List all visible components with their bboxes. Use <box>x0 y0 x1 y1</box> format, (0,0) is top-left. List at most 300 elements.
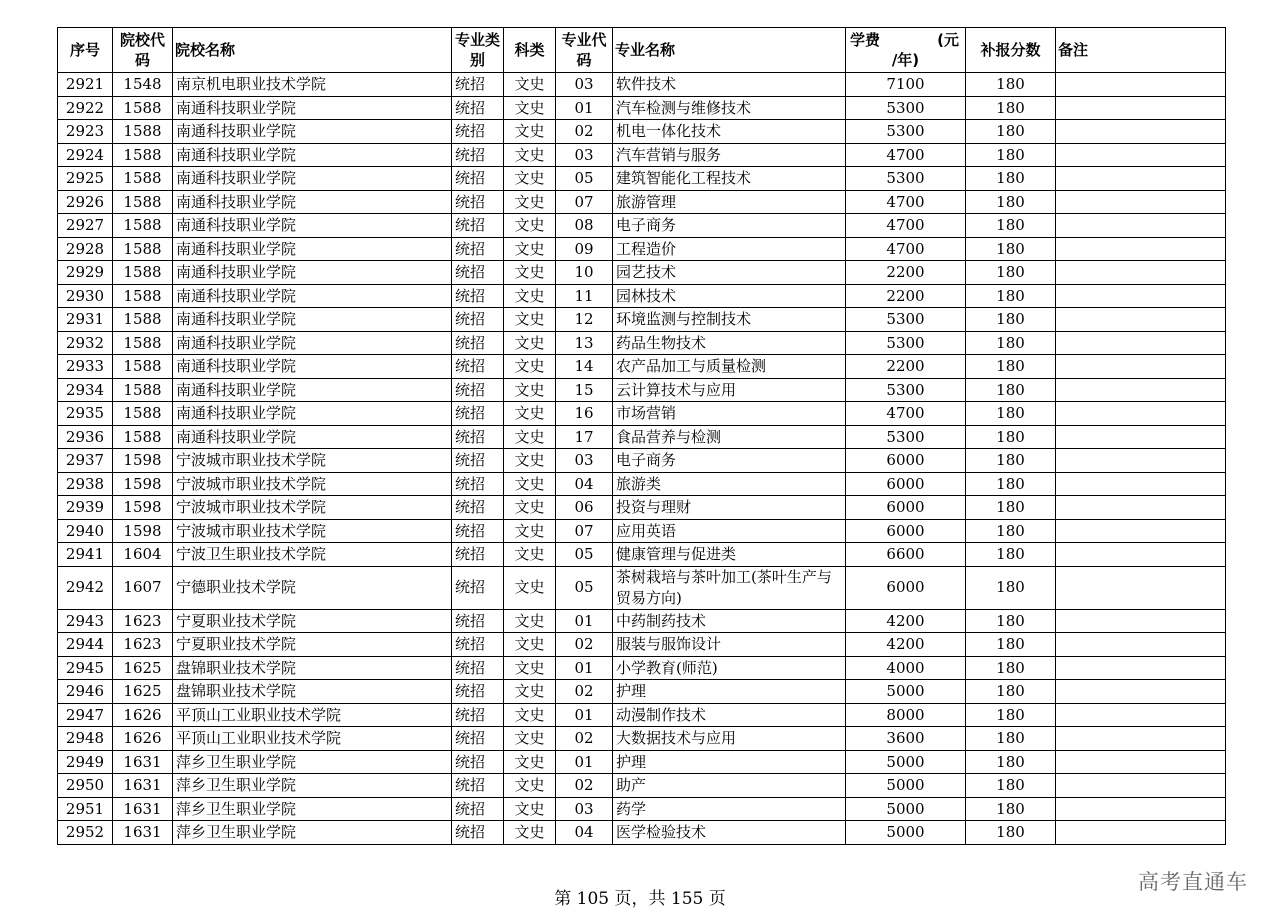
cell-school-name: 南通科技职业学院 <box>173 308 452 332</box>
cell-major-code: 06 <box>556 496 613 520</box>
cell-school-code: 1588 <box>113 237 173 261</box>
cell-major-code: 04 <box>556 472 613 496</box>
cell-major-type: 统招 <box>452 496 504 520</box>
header-major-type: 专业类别 <box>452 28 504 73</box>
cell-school-code: 1607 <box>113 566 173 609</box>
cell-school-name: 宁夏职业技术学院 <box>173 633 452 657</box>
cell-seq: 2946 <box>58 680 113 704</box>
table-row <box>58 774 1226 798</box>
cell-school-name: 宁波城市职业技术学院 <box>173 449 452 473</box>
cell-note <box>1056 566 1226 609</box>
cell-subject: 文史 <box>504 750 556 774</box>
table-row <box>58 703 1226 727</box>
cell-seq: 2927 <box>58 214 113 238</box>
header-major-name: 专业名称 <box>613 28 846 73</box>
cell-school-name: 南京机电职业技术学院 <box>173 73 452 97</box>
cell-fee: 4200 <box>846 609 966 633</box>
table-row <box>58 308 1226 332</box>
cell-major-type: 统招 <box>452 519 504 543</box>
cell-fee: 4200 <box>846 633 966 657</box>
cell-subject: 文史 <box>504 425 556 449</box>
cell-fee: 5300 <box>846 308 966 332</box>
cell-major-type: 统招 <box>452 355 504 379</box>
cell-subject: 文史 <box>504 543 556 567</box>
cell-subject: 文史 <box>504 496 556 520</box>
cell-major-type: 统招 <box>452 543 504 567</box>
cell-major-code: 02 <box>556 120 613 144</box>
cell-school-name: 宁波卫生职业技术学院 <box>173 543 452 567</box>
cell-note <box>1056 96 1226 120</box>
cell-seq: 2944 <box>58 633 113 657</box>
cell-major-type: 统招 <box>452 750 504 774</box>
cell-note <box>1056 774 1226 798</box>
cell-school-code: 1588 <box>113 190 173 214</box>
cell-seq: 2937 <box>58 449 113 473</box>
cell-school-name: 南通科技职业学院 <box>173 261 452 285</box>
cell-subject: 文史 <box>504 120 556 144</box>
header-score: 补报分数 <box>966 28 1056 73</box>
cell-subject: 文史 <box>504 355 556 379</box>
cell-note <box>1056 378 1226 402</box>
cell-score: 180 <box>966 656 1056 680</box>
cell-subject: 文史 <box>504 566 556 609</box>
table-row <box>58 566 1226 609</box>
cell-school-name: 南通科技职业学院 <box>173 96 452 120</box>
table-row <box>58 633 1226 657</box>
cell-major-type: 统招 <box>452 425 504 449</box>
table-row <box>58 73 1226 97</box>
cell-major-type: 统招 <box>452 472 504 496</box>
cell-major-code: 05 <box>556 167 613 191</box>
cell-school-code: 1623 <box>113 633 173 657</box>
cell-score: 180 <box>966 680 1056 704</box>
cell-note <box>1056 402 1226 426</box>
cell-major-type: 统招 <box>452 190 504 214</box>
table-row <box>58 449 1226 473</box>
cell-major-name: 汽车检测与维修技术 <box>613 96 846 120</box>
table-row <box>58 96 1226 120</box>
cell-seq: 2929 <box>58 261 113 285</box>
cell-school-code: 1623 <box>113 609 173 633</box>
cell-school-code: 1548 <box>113 73 173 97</box>
admission-table <box>57 27 1226 845</box>
cell-score: 180 <box>966 750 1056 774</box>
cell-major-name: 健康管理与促进类 <box>613 543 846 567</box>
header-fee-label: 学费 <box>850 31 881 49</box>
cell-score: 180 <box>966 727 1056 751</box>
cell-major-code: 01 <box>556 96 613 120</box>
table-row <box>58 750 1226 774</box>
cell-major-code: 07 <box>556 190 613 214</box>
cell-score: 180 <box>966 609 1056 633</box>
cell-note <box>1056 355 1226 379</box>
cell-seq: 2938 <box>58 472 113 496</box>
cell-score: 180 <box>966 402 1056 426</box>
cell-school-name: 南通科技职业学院 <box>173 284 452 308</box>
cell-school-name: 宁波城市职业技术学院 <box>173 496 452 520</box>
cell-major-name: 护理 <box>613 680 846 704</box>
cell-seq: 2924 <box>58 143 113 167</box>
cell-note <box>1056 750 1226 774</box>
cell-fee: 8000 <box>846 703 966 727</box>
cell-score: 180 <box>966 214 1056 238</box>
cell-seq: 2928 <box>58 237 113 261</box>
cell-school-name: 平顶山工业职业技术学院 <box>173 727 452 751</box>
cell-major-code: 15 <box>556 378 613 402</box>
cell-school-code: 1588 <box>113 378 173 402</box>
cell-school-name: 宁波城市职业技术学院 <box>173 519 452 543</box>
table-row <box>58 609 1226 633</box>
cell-major-code: 07 <box>556 519 613 543</box>
cell-major-type: 统招 <box>452 402 504 426</box>
cell-school-code: 1631 <box>113 750 173 774</box>
table-row <box>58 425 1226 449</box>
cell-subject: 文史 <box>504 378 556 402</box>
table-row <box>58 821 1226 845</box>
cell-subject: 文史 <box>504 472 556 496</box>
cell-subject: 文史 <box>504 609 556 633</box>
cell-seq: 2940 <box>58 519 113 543</box>
cell-score: 180 <box>966 167 1056 191</box>
cell-major-type: 统招 <box>452 284 504 308</box>
cell-seq: 2952 <box>58 821 113 845</box>
cell-school-name: 萍乡卫生职业学院 <box>173 821 452 845</box>
cell-fee: 6000 <box>846 519 966 543</box>
cell-major-type: 统招 <box>452 566 504 609</box>
cell-school-code: 1598 <box>113 449 173 473</box>
cell-note <box>1056 237 1226 261</box>
cell-subject: 文史 <box>504 167 556 191</box>
cell-major-code: 02 <box>556 633 613 657</box>
cell-school-code: 1588 <box>113 355 173 379</box>
table-row <box>58 355 1226 379</box>
cell-fee: 6600 <box>846 543 966 567</box>
cell-major-type: 统招 <box>452 308 504 332</box>
cell-school-name: 南通科技职业学院 <box>173 355 452 379</box>
cell-school-name: 南通科技职业学院 <box>173 378 452 402</box>
cell-major-name: 环境监测与控制技术 <box>613 308 846 332</box>
cell-note <box>1056 331 1226 355</box>
cell-subject: 文史 <box>504 96 556 120</box>
cell-major-name: 助产 <box>613 774 846 798</box>
cell-major-name: 旅游管理 <box>613 190 846 214</box>
cell-subject: 文史 <box>504 214 556 238</box>
table-body <box>58 73 1226 845</box>
cell-score: 180 <box>966 237 1056 261</box>
cell-major-code: 14 <box>556 355 613 379</box>
cell-seq: 2932 <box>58 331 113 355</box>
cell-subject: 文史 <box>504 331 556 355</box>
cell-major-type: 统招 <box>452 120 504 144</box>
cell-subject: 文史 <box>504 703 556 727</box>
cell-school-code: 1598 <box>113 496 173 520</box>
cell-school-name: 南通科技职业学院 <box>173 143 452 167</box>
cell-score: 180 <box>966 96 1056 120</box>
header-subject: 科类 <box>504 28 556 73</box>
cell-subject: 文史 <box>504 821 556 845</box>
cell-major-code: 02 <box>556 727 613 751</box>
cell-school-code: 1588 <box>113 143 173 167</box>
cell-fee: 5300 <box>846 120 966 144</box>
cell-fee: 4700 <box>846 190 966 214</box>
header-fee <box>846 28 966 73</box>
cell-seq: 2922 <box>58 96 113 120</box>
cell-major-type: 统招 <box>452 449 504 473</box>
cell-major-code: 05 <box>556 566 613 609</box>
cell-major-code: 02 <box>556 680 613 704</box>
cell-score: 180 <box>966 496 1056 520</box>
cell-school-code: 1625 <box>113 656 173 680</box>
cell-score: 180 <box>966 472 1056 496</box>
cell-score: 180 <box>966 633 1056 657</box>
cell-fee: 5000 <box>846 821 966 845</box>
header-fee-unit-open: (元 <box>937 31 959 49</box>
cell-note <box>1056 449 1226 473</box>
table-row <box>58 167 1226 191</box>
page-number: 第 105 页，共 155 页 <box>554 889 726 909</box>
watermark-logo: 高考直通车 <box>1138 870 1248 894</box>
cell-major-name: 中药制药技术 <box>613 609 846 633</box>
cell-school-name: 萍乡卫生职业学院 <box>173 797 452 821</box>
cell-subject: 文史 <box>504 73 556 97</box>
cell-subject: 文史 <box>504 261 556 285</box>
cell-seq: 2943 <box>58 609 113 633</box>
cell-major-name: 药学 <box>613 797 846 821</box>
cell-seq: 2951 <box>58 797 113 821</box>
cell-major-code: 17 <box>556 425 613 449</box>
cell-major-name: 护理 <box>613 750 846 774</box>
cell-major-code: 01 <box>556 750 613 774</box>
cell-major-code: 01 <box>556 703 613 727</box>
cell-subject: 文史 <box>504 190 556 214</box>
cell-fee: 3600 <box>846 727 966 751</box>
cell-note <box>1056 190 1226 214</box>
cell-seq: 2934 <box>58 378 113 402</box>
cell-subject: 文史 <box>504 633 556 657</box>
cell-school-code: 1588 <box>113 167 173 191</box>
header-major-code: 专业代码 <box>556 28 613 73</box>
cell-school-code: 1588 <box>113 261 173 285</box>
cell-major-name: 医学检验技术 <box>613 821 846 845</box>
cell-note <box>1056 609 1226 633</box>
cell-score: 180 <box>966 331 1056 355</box>
cell-fee: 5000 <box>846 680 966 704</box>
cell-school-name: 南通科技职业学院 <box>173 120 452 144</box>
cell-school-name: 宁夏职业技术学院 <box>173 609 452 633</box>
cell-fee: 6000 <box>846 496 966 520</box>
table-row <box>58 472 1226 496</box>
cell-school-code: 1604 <box>113 543 173 567</box>
cell-major-name: 电子商务 <box>613 449 846 473</box>
cell-major-code: 01 <box>556 656 613 680</box>
cell-school-code: 1588 <box>113 120 173 144</box>
cell-fee: 4700 <box>846 237 966 261</box>
cell-note <box>1056 543 1226 567</box>
cell-major-name: 工程造价 <box>613 237 846 261</box>
cell-major-code: 11 <box>556 284 613 308</box>
cell-subject: 文史 <box>504 449 556 473</box>
cell-score: 180 <box>966 797 1056 821</box>
cell-major-name: 建筑智能化工程技术 <box>613 167 846 191</box>
cell-school-name: 宁德职业技术学院 <box>173 566 452 609</box>
cell-subject: 文史 <box>504 402 556 426</box>
cell-fee: 7100 <box>846 73 966 97</box>
cell-major-code: 04 <box>556 821 613 845</box>
cell-note <box>1056 214 1226 238</box>
cell-school-name: 南通科技职业学院 <box>173 190 452 214</box>
cell-major-type: 统招 <box>452 633 504 657</box>
cell-major-type: 统招 <box>452 821 504 845</box>
cell-score: 180 <box>966 821 1056 845</box>
cell-score: 180 <box>966 120 1056 144</box>
table-row <box>58 261 1226 285</box>
cell-major-name: 小学教育(师范) <box>613 656 846 680</box>
cell-score: 180 <box>966 73 1056 97</box>
cell-major-code: 03 <box>556 73 613 97</box>
cell-major-name: 动漫制作技术 <box>613 703 846 727</box>
cell-fee: 4700 <box>846 214 966 238</box>
cell-major-name: 茶树栽培与茶叶加工(茶叶生产与贸易方向) <box>613 566 846 609</box>
table-row <box>58 680 1226 704</box>
cell-fee: 5000 <box>846 750 966 774</box>
cell-seq: 2921 <box>58 73 113 97</box>
cell-major-type: 统招 <box>452 167 504 191</box>
table-row <box>58 378 1226 402</box>
cell-fee: 4000 <box>846 656 966 680</box>
cell-seq: 2935 <box>58 402 113 426</box>
cell-major-code: 02 <box>556 774 613 798</box>
cell-major-code: 10 <box>556 261 613 285</box>
cell-seq: 2941 <box>58 543 113 567</box>
cell-score: 180 <box>966 143 1056 167</box>
table-row <box>58 214 1226 238</box>
cell-school-name: 南通科技职业学院 <box>173 167 452 191</box>
cell-note <box>1056 73 1226 97</box>
cell-score: 180 <box>966 774 1056 798</box>
cell-fee: 4700 <box>846 402 966 426</box>
cell-note <box>1056 472 1226 496</box>
cell-school-code: 1588 <box>113 425 173 449</box>
cell-fee: 5300 <box>846 331 966 355</box>
cell-fee: 5300 <box>846 425 966 449</box>
cell-note <box>1056 143 1226 167</box>
cell-fee: 2200 <box>846 261 966 285</box>
cell-subject: 文史 <box>504 727 556 751</box>
cell-major-type: 统招 <box>452 703 504 727</box>
cell-major-type: 统招 <box>452 261 504 285</box>
cell-major-name: 农产品加工与质量检测 <box>613 355 846 379</box>
cell-fee: 5300 <box>846 167 966 191</box>
cell-school-name: 平顶山工业职业技术学院 <box>173 703 452 727</box>
cell-note <box>1056 727 1226 751</box>
table-row <box>58 727 1226 751</box>
table-row <box>58 331 1226 355</box>
cell-major-type: 统招 <box>452 378 504 402</box>
cell-subject: 文史 <box>504 519 556 543</box>
header-fee-unit-close: /年) <box>891 51 920 69</box>
cell-note <box>1056 308 1226 332</box>
cell-score: 180 <box>966 190 1056 214</box>
cell-school-name: 南通科技职业学院 <box>173 425 452 449</box>
cell-major-name: 旅游类 <box>613 472 846 496</box>
cell-fee: 6000 <box>846 449 966 473</box>
cell-subject: 文史 <box>504 656 556 680</box>
cell-fee: 5000 <box>846 774 966 798</box>
cell-school-name: 萍乡卫生职业学院 <box>173 750 452 774</box>
cell-subject: 文史 <box>504 237 556 261</box>
header-note: 备注 <box>1056 28 1226 73</box>
cell-school-code: 1598 <box>113 519 173 543</box>
cell-fee: 2200 <box>846 355 966 379</box>
cell-major-name: 机电一体化技术 <box>613 120 846 144</box>
cell-major-name: 汽车营销与服务 <box>613 143 846 167</box>
cell-major-type: 统招 <box>452 656 504 680</box>
cell-school-name: 盘锦职业技术学院 <box>173 680 452 704</box>
cell-major-name: 园艺技术 <box>613 261 846 285</box>
table-row <box>58 284 1226 308</box>
cell-school-code: 1598 <box>113 472 173 496</box>
cell-school-code: 1626 <box>113 703 173 727</box>
cell-major-name: 投资与理财 <box>613 496 846 520</box>
cell-major-type: 统招 <box>452 214 504 238</box>
table-row <box>58 797 1226 821</box>
cell-major-code: 01 <box>556 609 613 633</box>
header-school-name: 院校名称 <box>173 28 452 73</box>
cell-note <box>1056 167 1226 191</box>
cell-note <box>1056 120 1226 144</box>
table-row <box>58 543 1226 567</box>
table-row <box>58 237 1226 261</box>
cell-major-type: 统招 <box>452 143 504 167</box>
cell-seq: 2939 <box>58 496 113 520</box>
cell-score: 180 <box>966 308 1056 332</box>
cell-fee: 5000 <box>846 797 966 821</box>
cell-fee: 5300 <box>846 378 966 402</box>
table-row <box>58 120 1226 144</box>
cell-score: 180 <box>966 378 1056 402</box>
cell-major-code: 12 <box>556 308 613 332</box>
cell-subject: 文史 <box>504 680 556 704</box>
cell-major-code: 03 <box>556 797 613 821</box>
cell-school-code: 1631 <box>113 774 173 798</box>
cell-major-code: 09 <box>556 237 613 261</box>
cell-score: 180 <box>966 425 1056 449</box>
cell-school-name: 南通科技职业学院 <box>173 402 452 426</box>
cell-major-name: 云计算技术与应用 <box>613 378 846 402</box>
cell-seq: 2931 <box>58 308 113 332</box>
cell-note <box>1056 261 1226 285</box>
cell-seq: 2950 <box>58 774 113 798</box>
cell-school-code: 1588 <box>113 402 173 426</box>
cell-score: 180 <box>966 566 1056 609</box>
cell-seq: 2936 <box>58 425 113 449</box>
cell-major-code: 03 <box>556 449 613 473</box>
cell-major-name: 电子商务 <box>613 214 846 238</box>
cell-subject: 文史 <box>504 797 556 821</box>
cell-score: 180 <box>966 449 1056 473</box>
cell-subject: 文史 <box>504 308 556 332</box>
cell-score: 180 <box>966 284 1056 308</box>
cell-major-type: 统招 <box>452 680 504 704</box>
table-row <box>58 519 1226 543</box>
cell-fee: 6000 <box>846 472 966 496</box>
cell-score: 180 <box>966 355 1056 379</box>
cell-major-name: 药品生物技术 <box>613 331 846 355</box>
cell-seq: 2930 <box>58 284 113 308</box>
cell-school-code: 1626 <box>113 727 173 751</box>
cell-major-type: 统招 <box>452 727 504 751</box>
table-row <box>58 656 1226 680</box>
